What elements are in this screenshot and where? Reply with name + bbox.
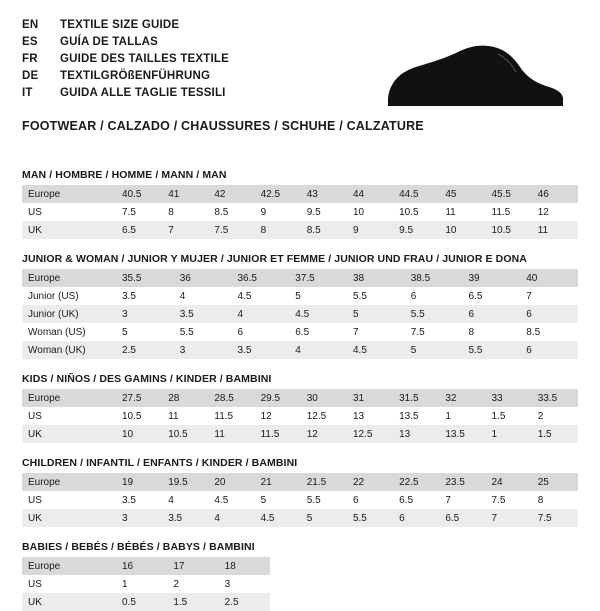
cell: 31.5 (393, 389, 439, 407)
cell-empty (270, 557, 321, 575)
cell: 28.5 (208, 389, 254, 407)
document-header (22, 18, 578, 101)
cell: 9.5 (301, 203, 347, 221)
cell: 2.5 (219, 593, 270, 611)
language-code: FR (22, 53, 38, 65)
cell: 11 (439, 203, 485, 221)
table-row (22, 323, 578, 341)
language-title-list (22, 18, 229, 101)
cell: 38.5 (405, 269, 463, 287)
cell: 35.5 (116, 269, 174, 287)
cell: 12 (301, 425, 347, 443)
cell: 10.5 (486, 221, 532, 239)
cell: 19 (116, 473, 162, 491)
language-row (22, 52, 229, 67)
cell: 2 (167, 575, 218, 593)
cell: 23.5 (439, 473, 485, 491)
cell: 7 (347, 323, 405, 341)
cell: 44.5 (393, 185, 439, 203)
cell: 41 (162, 185, 208, 203)
cell: 3 (116, 305, 174, 323)
row-label: Junior (UK) (22, 305, 116, 323)
cell: 1 (439, 407, 485, 425)
size-table (22, 557, 578, 611)
size-table-man (22, 169, 578, 239)
table-row (22, 269, 578, 287)
cell: 8 (255, 221, 301, 239)
cell: 11.5 (208, 407, 254, 425)
table-title: BABIES / BEBÉS / BÉBÉS / BABYS / BAMBINI (22, 541, 255, 553)
cell: 5.5 (174, 323, 232, 341)
cell: 11 (162, 407, 208, 425)
cell: 21 (255, 473, 301, 491)
row-label: UK (22, 593, 116, 611)
language-code: DE (22, 70, 39, 82)
cell: 8 (532, 491, 578, 509)
cell-empty (373, 575, 424, 593)
table-row (22, 341, 578, 359)
cell-empty (527, 575, 578, 593)
cell: 4.5 (208, 491, 254, 509)
cell: 6 (405, 287, 463, 305)
language-title: GUÍA DE TALLAS (60, 36, 158, 48)
table-row (22, 575, 578, 593)
cell: 11.5 (255, 425, 301, 443)
cell: 3.5 (232, 341, 290, 359)
size-table (22, 473, 578, 527)
table-title: KIDS / NIÑOS / DES GAMINS / KINDER / BAMBINI (22, 373, 272, 385)
table-title: CHILDREN / INFANTIL / ENFANTS / KINDER / BAMBINI (22, 457, 298, 469)
cell: 12.5 (347, 425, 393, 443)
table-title: JUNIOR & WOMAN / JUNIOR Y MUJER / JUNIOR ET FEMME / JUNIOR UND FRAU / JUNIOR E DONA (22, 253, 527, 265)
cell: 30 (301, 389, 347, 407)
cell: 8.5 (301, 221, 347, 239)
language-title: GUIDE DES TAILLES TEXTILE (60, 53, 229, 65)
table-row (22, 491, 578, 509)
cell: 4.5 (255, 509, 301, 527)
cell: 4.5 (289, 305, 347, 323)
language-code: IT (22, 87, 33, 99)
cell: 1 (486, 425, 532, 443)
cell-empty (475, 575, 526, 593)
cell: 7.5 (532, 509, 578, 527)
cell: 36 (174, 269, 232, 287)
cell: 6.5 (393, 491, 439, 509)
language-code: EN (22, 19, 39, 31)
cell: 7.5 (208, 221, 254, 239)
size-table (22, 185, 578, 239)
row-label: US (22, 491, 116, 509)
row-label: UK (22, 509, 116, 527)
cell: 6 (232, 323, 290, 341)
cell: 25 (532, 473, 578, 491)
cell: 10.5 (116, 407, 162, 425)
cell: 19.5 (162, 473, 208, 491)
cell: 9.5 (393, 221, 439, 239)
cell: 11.5 (486, 203, 532, 221)
cell: 5 (301, 509, 347, 527)
cell-empty (475, 593, 526, 611)
cell: 6 (520, 341, 578, 359)
cell: 8 (162, 203, 208, 221)
cell: 4 (174, 287, 232, 305)
cell-empty (373, 557, 424, 575)
cell: 44 (347, 185, 393, 203)
cell: 5.5 (405, 305, 463, 323)
dress-shoe-icon (378, 38, 568, 110)
table-row (22, 389, 578, 407)
cell: 21.5 (301, 473, 347, 491)
cell: 7 (486, 509, 532, 527)
cell: 13.5 (393, 407, 439, 425)
cell-empty (321, 593, 372, 611)
cell: 3.5 (162, 509, 208, 527)
table-row (22, 185, 578, 203)
cell: 7 (520, 287, 578, 305)
cell: 7.5 (486, 491, 532, 509)
cell-empty (475, 557, 526, 575)
row-label: Europe (22, 185, 116, 203)
cell: 5.5 (463, 341, 521, 359)
cell: 7.5 (405, 323, 463, 341)
cell: 38 (347, 269, 405, 287)
table-title: MAN / HOMBRE / HOMME / MANN / MAN (22, 169, 227, 181)
cell: 6.5 (289, 323, 347, 341)
cell: 2.5 (116, 341, 174, 359)
row-label: UK (22, 221, 116, 239)
cell: 5.5 (347, 287, 405, 305)
cell: 31 (347, 389, 393, 407)
cell: 13 (393, 425, 439, 443)
cell: 6.5 (116, 221, 162, 239)
row-label: Europe (22, 269, 116, 287)
cell: 7 (162, 221, 208, 239)
cell: 10.5 (393, 203, 439, 221)
cell: 33 (486, 389, 532, 407)
row-label: Europe (22, 557, 116, 575)
category-title: FOOTWEAR / CALZADO / CHAUSSURES / SCHUHE / CALZATURE (22, 119, 424, 133)
cell: 10 (116, 425, 162, 443)
cell: 36.5 (232, 269, 290, 287)
table-row (22, 425, 578, 443)
cell: 46 (532, 185, 578, 203)
cell: 6 (393, 509, 439, 527)
row-label: Europe (22, 473, 116, 491)
cell: 6.5 (439, 509, 485, 527)
cell: 3 (174, 341, 232, 359)
cell: 4 (232, 305, 290, 323)
cell: 24 (486, 473, 532, 491)
language-row (22, 18, 229, 33)
cell: 3 (219, 575, 270, 593)
table-row (22, 407, 578, 425)
row-label: Woman (UK) (22, 341, 116, 359)
cell: 12.5 (301, 407, 347, 425)
cell: 11 (532, 221, 578, 239)
row-label: Woman (US) (22, 323, 116, 341)
cell: 4 (289, 341, 347, 359)
size-table-babies (22, 541, 578, 611)
cell: 4 (162, 491, 208, 509)
cell: 3 (116, 509, 162, 527)
table-row (22, 557, 578, 575)
table-row (22, 203, 578, 221)
table-row (22, 221, 578, 239)
cell: 5 (405, 341, 463, 359)
cell: 5 (255, 491, 301, 509)
cell: 4.5 (232, 287, 290, 305)
cell: 4 (208, 509, 254, 527)
language-code: ES (22, 36, 38, 48)
cell-empty (424, 575, 475, 593)
cell: 20 (208, 473, 254, 491)
cell: 12 (532, 203, 578, 221)
cell-empty (527, 557, 578, 575)
cell: 28 (162, 389, 208, 407)
language-row (22, 86, 229, 101)
cell-empty (321, 557, 372, 575)
cell: 27.5 (116, 389, 162, 407)
size-table-junior-woman (22, 253, 578, 359)
cell: 3.5 (174, 305, 232, 323)
cell: 8.5 (520, 323, 578, 341)
cell: 1.5 (486, 407, 532, 425)
table-row (22, 509, 578, 527)
cell: 6 (347, 491, 393, 509)
cell: 32 (439, 389, 485, 407)
cell: 6 (520, 305, 578, 323)
cell: 5.5 (301, 491, 347, 509)
cell: 6.5 (463, 287, 521, 305)
cell-empty (527, 593, 578, 611)
cell: 7 (439, 491, 485, 509)
cell: 45 (439, 185, 485, 203)
cell: 43 (301, 185, 347, 203)
cell: 42.5 (255, 185, 301, 203)
cell-empty (424, 557, 475, 575)
cell: 22.5 (393, 473, 439, 491)
cell: 16 (116, 557, 167, 575)
cell: 13 (347, 407, 393, 425)
cell: 9 (347, 221, 393, 239)
table-row (22, 287, 578, 305)
cell: 11 (208, 425, 254, 443)
row-label: Junior (US) (22, 287, 116, 305)
cell: 18 (219, 557, 270, 575)
row-label: US (22, 203, 116, 221)
cell: 3.5 (116, 491, 162, 509)
size-table-kids (22, 373, 578, 443)
size-table (22, 389, 578, 443)
cell: 10 (347, 203, 393, 221)
row-label: US (22, 575, 116, 593)
cell: 10.5 (162, 425, 208, 443)
row-label: UK (22, 425, 116, 443)
cell: 9 (255, 203, 301, 221)
cell-empty (270, 593, 321, 611)
cell: 37.5 (289, 269, 347, 287)
cell: 1.5 (532, 425, 578, 443)
cell: 8 (463, 323, 521, 341)
table-row (22, 473, 578, 491)
size-table-children (22, 457, 578, 527)
language-title: TEXTILGRÖßENFÜHRUNG (60, 70, 211, 82)
cell-empty (373, 593, 424, 611)
table-row (22, 593, 578, 611)
language-row (22, 35, 229, 50)
cell: 1 (116, 575, 167, 593)
size-tables (22, 169, 578, 611)
cell: 1.5 (167, 593, 218, 611)
cell: 39 (463, 269, 521, 287)
cell: 45.5 (486, 185, 532, 203)
cell: 5 (289, 287, 347, 305)
cell: 5 (116, 323, 174, 341)
cell: 29.5 (255, 389, 301, 407)
cell-empty (424, 593, 475, 611)
cell: 17 (167, 557, 218, 575)
language-title: GUIDA ALLE TAGLIE TESSILI (60, 87, 226, 99)
cell: 40 (520, 269, 578, 287)
cell: 12 (255, 407, 301, 425)
cell: 7.5 (116, 203, 162, 221)
cell: 40.5 (116, 185, 162, 203)
cell: 4.5 (347, 341, 405, 359)
cell: 5 (347, 305, 405, 323)
cell: 22 (347, 473, 393, 491)
language-row (22, 69, 229, 84)
cell: 5.5 (347, 509, 393, 527)
row-label: US (22, 407, 116, 425)
cell: 3.5 (116, 287, 174, 305)
language-title: TEXTILE SIZE GUIDE (60, 19, 180, 31)
cell: 0.5 (116, 593, 167, 611)
table-row (22, 305, 578, 323)
cell-empty (321, 575, 372, 593)
cell: 42 (208, 185, 254, 203)
cell-empty (270, 575, 321, 593)
cell: 33.5 (532, 389, 578, 407)
size-table (22, 269, 578, 359)
cell: 2 (532, 407, 578, 425)
cell: 6 (463, 305, 521, 323)
cell: 10 (439, 221, 485, 239)
row-label: Europe (22, 389, 116, 407)
cell: 13.5 (439, 425, 485, 443)
cell: 8.5 (208, 203, 254, 221)
